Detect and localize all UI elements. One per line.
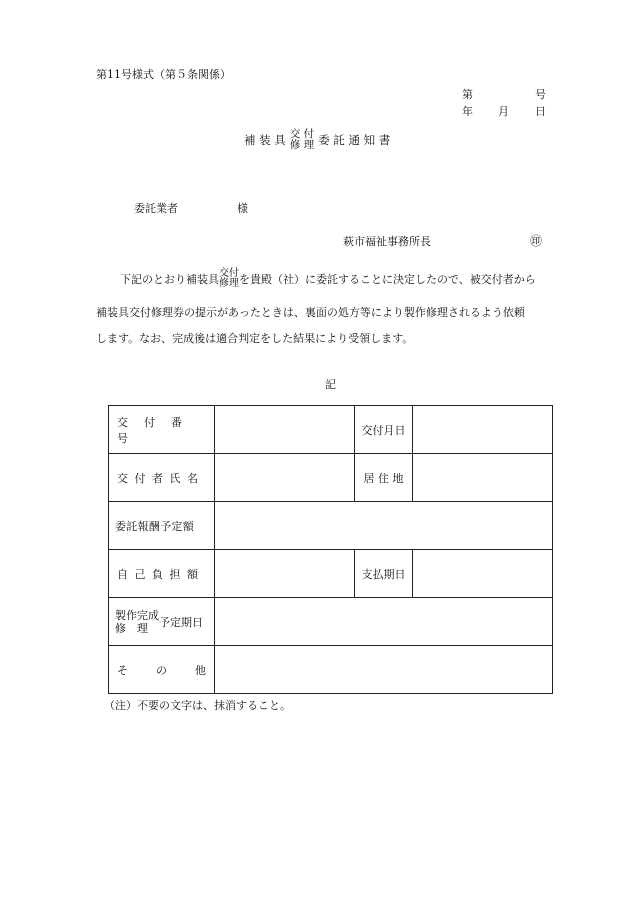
date-year: 年 xyxy=(462,105,473,118)
ki-heading: 記 xyxy=(325,378,336,391)
label-cell xyxy=(109,502,215,550)
label-kofusha-shimei xyxy=(109,470,214,486)
label-kofu-bango xyxy=(109,414,214,446)
sonota-value[interactable] xyxy=(215,646,553,694)
title-stack-bottom: 修 理 xyxy=(289,139,315,151)
addressee-sama: 様 xyxy=(237,202,248,215)
document-title xyxy=(244,126,390,154)
label-cell xyxy=(109,598,215,646)
label-text-c: 他 xyxy=(195,663,206,677)
date-month: 月 xyxy=(498,105,509,118)
table-row xyxy=(109,646,553,694)
body-line1-pre: 下記のとおり補装具 xyxy=(120,273,219,286)
delegation-table xyxy=(108,405,553,694)
body-line-2: 補装具交付修理券の提示があったときは、裏面の処方等により製作修理されるよう依頼 xyxy=(96,306,525,319)
label-yotei-kijitsu xyxy=(109,609,214,635)
table-row xyxy=(109,454,553,502)
label-cell xyxy=(109,454,215,502)
seal-mark: ㊞ xyxy=(530,234,543,248)
shiharai-kijitsu-value[interactable] xyxy=(413,550,553,598)
addressee-label: 委託業者 xyxy=(134,202,178,215)
number-dai: 第 xyxy=(462,88,473,101)
body-line-1 xyxy=(96,266,556,292)
label-text-b: の xyxy=(156,663,167,677)
label-cell xyxy=(109,550,215,598)
body-line-3: します。なお、完成後は適合判定をした結果により受領します。 xyxy=(96,332,414,345)
body-line1-stack xyxy=(219,269,239,289)
kofu-bango-value[interactable] xyxy=(215,406,355,454)
label-shiharai-kijitsu: 支払期日 xyxy=(355,550,413,598)
kofu-gappi-value[interactable] xyxy=(413,406,553,454)
label-stack-top: 製作完成 xyxy=(115,608,159,622)
itaku-hoshu-value[interactable] xyxy=(215,502,553,550)
body-line1-post: を貴殿（社）に委託することに決定したので、被交付者から xyxy=(239,273,536,286)
yotei-kijitsu-value[interactable] xyxy=(215,598,553,646)
table-row xyxy=(109,598,553,646)
label-itaku-hoshu xyxy=(109,518,214,534)
label-stack-bottom: 修 理 xyxy=(115,621,148,635)
label-cell xyxy=(109,646,215,694)
label-kyojuchi: 居 住 地 xyxy=(355,454,413,502)
label-cell xyxy=(109,406,215,454)
title-pre: 補 装 具 xyxy=(244,133,286,147)
title-stack xyxy=(290,129,314,151)
label-text: 交付番号 xyxy=(117,415,198,445)
label-sonota xyxy=(109,662,214,678)
kofusha-shimei-value[interactable] xyxy=(215,454,355,502)
title-post: 委 託 通 知 書 xyxy=(318,133,391,147)
label-text: 委託報酬予定額 xyxy=(115,519,195,533)
label-jiko-futan xyxy=(109,566,214,582)
body-line1-bottom: 修理 xyxy=(219,278,239,289)
table-row xyxy=(109,502,553,550)
label-suffix: 予定期日 xyxy=(159,615,203,629)
label-text: 自己負担額 xyxy=(117,567,205,581)
title-stack-top: 交 付 xyxy=(289,128,315,140)
footnote: （注）不要の文字は、抹消すること。 xyxy=(104,699,291,712)
table-row xyxy=(109,550,553,598)
issuer-name: 萩市福祉事務所長 xyxy=(343,235,431,248)
jiko-futan-value[interactable] xyxy=(215,550,355,598)
label-kofu-gappi: 交付月日 xyxy=(355,406,413,454)
number-go: 号 xyxy=(535,88,546,101)
kyojuchi-value[interactable] xyxy=(413,454,553,502)
date-day: 日 xyxy=(535,105,546,118)
table-row xyxy=(109,406,553,454)
label-text-a: そ xyxy=(117,663,128,677)
body-line1-top: 交付 xyxy=(219,268,239,279)
label-text: 交付者氏名 xyxy=(117,471,205,485)
label-stack xyxy=(115,609,159,635)
form-id: 第11号様式（第５条関係） xyxy=(96,68,231,81)
